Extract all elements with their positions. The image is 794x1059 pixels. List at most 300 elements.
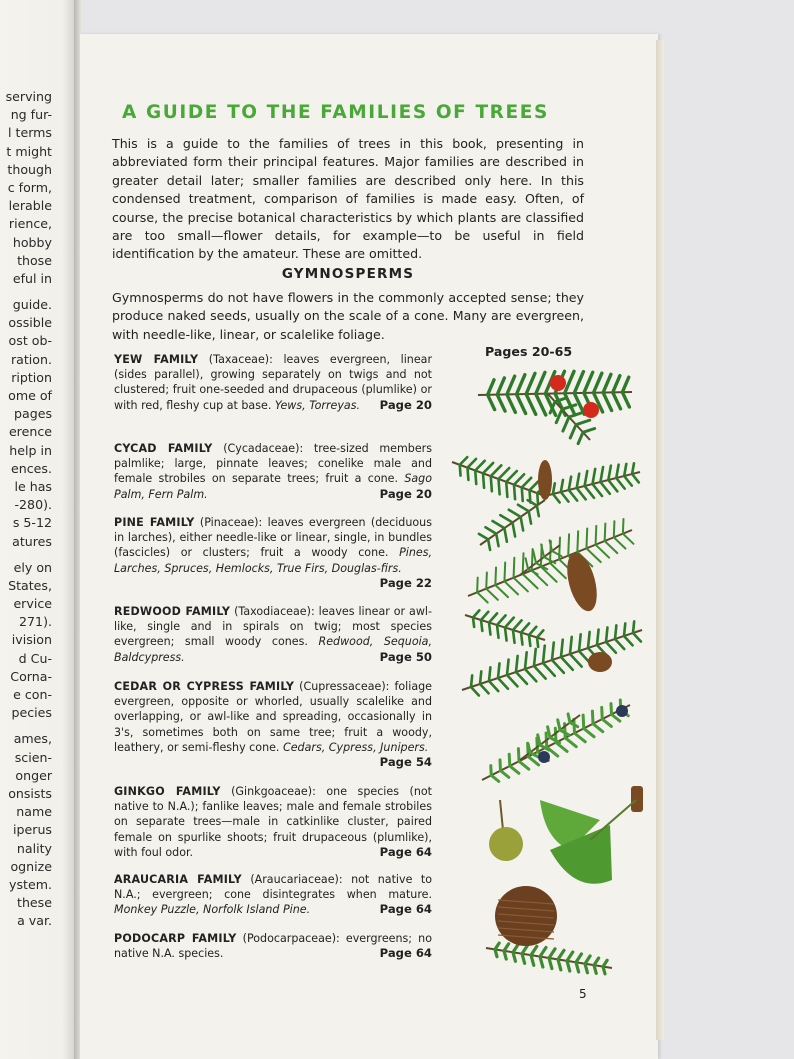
left-page-line: pages (13, 406, 52, 422)
family-desc: one species (not native to N.A.); fanlike leaves; male and female strobiles on separate trees—male in catkinlike cluster, paired female on spurlike shoots; fruit drupaceous (plumlike), with foul odor. (114, 785, 433, 859)
needle (486, 589, 498, 600)
left-page-line: serving (5, 89, 52, 104)
needle (516, 672, 527, 684)
left-page-line: hobby (12, 234, 52, 250)
needle (475, 461, 484, 471)
needle (616, 478, 624, 489)
needle (534, 649, 536, 666)
needle (514, 474, 524, 484)
araucaria-cone-icon (486, 886, 612, 974)
juniper-berry (616, 705, 628, 717)
yew-sprig-icon (478, 371, 632, 443)
needle (517, 375, 525, 395)
needle (497, 395, 505, 411)
needle (556, 743, 567, 752)
needle (541, 567, 557, 582)
needle (603, 960, 607, 966)
needle (507, 376, 515, 394)
needle (550, 563, 566, 578)
family-page: Page 64 (379, 902, 432, 917)
left-page-line: ences. (11, 460, 52, 476)
needle (536, 372, 545, 394)
needle (501, 771, 509, 778)
needle (523, 553, 524, 574)
redwood-cone (588, 652, 612, 672)
pine-cone (562, 550, 603, 615)
redwood-sprig-icon (462, 610, 642, 695)
needle (622, 392, 629, 407)
needle (570, 425, 576, 438)
needle (585, 956, 590, 964)
needle (549, 949, 555, 958)
needle (526, 394, 536, 414)
needle (523, 574, 538, 588)
left-page-line: Corna- (10, 668, 52, 684)
needle (613, 376, 620, 393)
left-page-line: 271). (19, 614, 52, 630)
needle (528, 500, 537, 506)
needle (624, 464, 626, 476)
needle (602, 707, 603, 719)
needle (491, 476, 492, 491)
needle (597, 630, 599, 645)
needle (624, 636, 633, 645)
needle (565, 371, 574, 393)
family-desc: leaves linear or awl-like, single and in spirals on twig; most species evergreen; small woody cones. (114, 605, 432, 649)
needle (596, 545, 610, 558)
needle (632, 463, 634, 474)
needle (504, 581, 518, 594)
left-page-line: guide. (12, 297, 52, 313)
needle (495, 943, 499, 949)
needle (526, 558, 528, 569)
family-latin: (Taxodiaceae): (234, 605, 315, 618)
left-page-line: pecies (11, 705, 52, 721)
family-latin: (Podocarpaceae): (242, 932, 340, 945)
needle (486, 573, 487, 589)
needle (603, 374, 611, 392)
needle (510, 766, 519, 773)
needle (584, 372, 593, 393)
needle (593, 484, 603, 496)
needle (507, 675, 517, 686)
needle (495, 567, 496, 585)
needle (577, 531, 578, 552)
left-page-line: erence (8, 424, 52, 440)
needle (513, 630, 515, 643)
needle (578, 432, 583, 443)
needle (498, 663, 499, 678)
needle (514, 578, 528, 592)
family-latin: (Pinaceae): (199, 516, 263, 529)
needle (570, 637, 572, 654)
needle (500, 515, 512, 522)
family-desc: leaves evergreen, linear (sides parallel), growing separately on twigs and not clustered; fruit one-seeded and drupaceous (plumlike) or with red, fleshy cup at base. (114, 353, 433, 412)
needle (507, 660, 509, 675)
needle (596, 526, 597, 545)
needle (603, 393, 611, 411)
needle (583, 715, 584, 728)
needle (624, 623, 625, 636)
needle (613, 392, 621, 408)
needle (600, 467, 603, 482)
needle (499, 468, 510, 479)
left-page-line: t might (6, 143, 52, 159)
family-name: YEW FAMILY (114, 353, 199, 366)
needle (553, 494, 560, 502)
page-title: A GUIDE TO THE FAMILIES OF TREES (122, 102, 549, 123)
left-page-line: onsists (8, 785, 52, 801)
needle (537, 638, 538, 647)
family-latin: (Cupressaceae): (299, 680, 390, 693)
needle (530, 482, 539, 491)
needle (468, 468, 469, 480)
needle (633, 621, 634, 633)
family-desc: leaves evergreen (deciduous in larches), either needle-like or linear, single, in bundles (fascicles) or clusters; fruit a woody cone. (114, 516, 432, 560)
left-page-line: ervice (13, 596, 52, 612)
needle (561, 657, 573, 670)
needle (614, 521, 615, 537)
section-intro: Gymnosperms do not have flowers in the commonly accepted sense; they produce naked seeds, usually on the scale of a cone. Many are evergreen, with needle-like, linear, or scalelike foliage. (112, 290, 584, 342)
left-page-line: these (17, 895, 52, 911)
left-page-line: name (16, 804, 52, 820)
needle (488, 539, 490, 550)
needle (513, 523, 516, 537)
family-desc: tree-sized members palmlike; large, pinnate leaves; conelike male and female strobiles on separate trees; fruit a cone. (114, 442, 433, 486)
needle (567, 952, 573, 961)
family-page: Page 50 (379, 649, 432, 664)
left-page-line: eful in (12, 270, 52, 286)
left-page-line: s 5-12 (12, 515, 52, 531)
needle (460, 457, 468, 465)
needle (615, 639, 624, 649)
spur-shoot (631, 786, 643, 812)
needle (488, 380, 494, 395)
needle (586, 548, 600, 562)
needle (521, 623, 529, 632)
ginkgo-leaf-icon (489, 786, 643, 884)
yew-berry (550, 375, 566, 391)
family-examples: Monkey Puzzle, Norfolk Island Pine. (114, 903, 311, 917)
needle (477, 592, 488, 602)
intro-paragraph: This is a guide to the families of trees in this book, presenting in abbreviated form their principal features. Major families are described in greater detail later; smaller families are described only here. In this condensed treatment, comparison of families is made easy. Often, of course, the precise botanical characteristics by which plants are classified are too small—flower details, for example—to be useful in field identification by the amateur. These are omitted. (112, 136, 584, 262)
needle (526, 373, 535, 394)
needle (460, 465, 461, 476)
needle (480, 684, 489, 693)
needle (481, 612, 488, 620)
needle (584, 728, 594, 736)
needle (529, 627, 536, 635)
needle (577, 488, 586, 499)
needle (522, 478, 531, 488)
needle (509, 510, 521, 517)
needle (568, 534, 569, 555)
needle (605, 541, 618, 553)
family-name: REDWOOD FAMILY (114, 605, 231, 618)
needle (540, 947, 546, 956)
needle (616, 465, 618, 478)
needle (569, 477, 571, 490)
family-examples: Cedars, Cypress, Junipers. (282, 740, 429, 754)
needle (509, 754, 510, 766)
needle (594, 958, 599, 965)
needle (552, 660, 564, 673)
needle (531, 946, 537, 955)
needle (565, 738, 576, 747)
needle (499, 479, 500, 494)
section-heading: GYMNOSPERMS (281, 266, 415, 282)
needle (537, 493, 538, 504)
family-examples: Yews, Torreyas. (274, 398, 361, 412)
left-page-line: d Cu- (18, 650, 52, 666)
stem (500, 800, 503, 830)
left-page-line: onger (15, 767, 52, 783)
needle (593, 469, 596, 484)
needle (468, 459, 477, 468)
needle (577, 474, 580, 488)
needle (558, 959, 561, 969)
needle (561, 640, 563, 657)
needle (602, 719, 611, 726)
needle (491, 465, 502, 476)
needle (585, 486, 594, 498)
juniper-berry (538, 751, 550, 763)
needle (514, 558, 515, 578)
left-page-line: ossible (8, 315, 52, 331)
needle (525, 669, 536, 681)
left-page-line: ognize (10, 858, 52, 874)
needle (497, 378, 504, 395)
needle (522, 488, 523, 502)
family-page: Page 64 (379, 844, 432, 859)
page-number: 5 (579, 987, 587, 1001)
needle (569, 412, 584, 417)
left-page-line: ription (11, 369, 52, 385)
family-latin: (Araucariaceae): (250, 873, 343, 886)
left-page-line: ivision (11, 632, 52, 648)
needle (563, 417, 569, 431)
needle (517, 394, 526, 413)
needle (506, 482, 507, 497)
needle (496, 534, 498, 546)
needle (485, 527, 496, 533)
needle (549, 958, 552, 969)
needle (614, 537, 626, 548)
family-name: PODOCARP FAMILY (114, 932, 237, 945)
needle (583, 429, 595, 433)
needle (488, 395, 495, 410)
needle (537, 506, 539, 517)
needle (606, 627, 607, 642)
family-examples: Sago Palm, Fern Palm. (114, 472, 433, 501)
needle (540, 957, 543, 967)
needle (507, 394, 515, 412)
needle (497, 615, 506, 625)
needle (605, 523, 606, 541)
needle (529, 511, 531, 523)
needle (489, 667, 490, 681)
needle (519, 761, 529, 769)
needle (528, 744, 530, 753)
left-page-line: -280). (14, 497, 52, 513)
left-page-line: iperus (13, 822, 52, 838)
needle (561, 480, 563, 492)
needle (516, 656, 518, 672)
needle (518, 505, 529, 511)
needle (506, 471, 517, 482)
needle (606, 642, 616, 653)
needle (600, 482, 609, 494)
left-page-line: a var. (17, 913, 52, 929)
needle (536, 394, 546, 415)
needle (579, 634, 581, 651)
pages-range: Pages 20-65 (485, 344, 573, 359)
left-page-line: scien- (14, 749, 52, 765)
needle (493, 521, 505, 528)
needle (471, 675, 472, 687)
needle (483, 473, 484, 487)
family-page: Page 22 (379, 575, 432, 590)
family-page: Page 20 (379, 486, 432, 501)
left-page-line: ome of (8, 388, 52, 403)
left-page-line: help in (9, 442, 52, 458)
needle (522, 945, 527, 953)
needle (495, 585, 508, 597)
needle (593, 724, 603, 732)
needle (521, 517, 524, 531)
needle (504, 563, 505, 582)
needle (623, 519, 624, 534)
family-examples: Pines, Larches, Spruces, Hemlocks, True Firs, Douglas-firs. (114, 546, 432, 575)
needle (592, 711, 593, 724)
left-page-line: States, (8, 577, 52, 593)
family-latin: (Taxaceae): (208, 353, 273, 366)
needle (568, 714, 570, 723)
needle (543, 646, 545, 663)
left-page-line: though (7, 161, 52, 177)
needle (552, 643, 554, 660)
needle (594, 373, 602, 393)
left-page-line: c form, (7, 179, 52, 195)
needle (623, 534, 634, 544)
needle (489, 681, 498, 691)
needle (575, 733, 586, 742)
needle (481, 620, 482, 631)
left-page-line: ng fur- (10, 107, 52, 123)
cedar-sprig-icon (482, 700, 630, 781)
family-desc: not native to N.A.; evergreen; cone disintegrates when mature. (114, 873, 433, 902)
yew-berry (583, 402, 599, 418)
needle (558, 950, 564, 959)
needle (558, 720, 560, 730)
family-latin: (Cycadaceae): (223, 442, 304, 455)
left-page-line: lerable (8, 198, 52, 214)
needle (504, 528, 507, 542)
needle (477, 578, 478, 593)
family-desc: evergreens; no native N.A. species. (114, 932, 432, 961)
cycad-leaf-icon (452, 457, 640, 550)
left-page-line: ely on (13, 559, 52, 575)
needle (518, 749, 519, 762)
needle (489, 623, 490, 635)
needle (632, 474, 639, 482)
left-page-line: rience, (8, 216, 52, 232)
needle (608, 480, 617, 491)
needle (576, 954, 581, 962)
left-page-line: nality (16, 840, 52, 856)
needle (521, 633, 522, 645)
needle (480, 671, 481, 684)
needle (588, 632, 590, 648)
needle (514, 485, 515, 499)
left-page-line: atures (12, 533, 52, 549)
needle (529, 635, 530, 646)
left-page-line: ames, (13, 731, 52, 747)
needle (624, 476, 632, 486)
family-examples: Redwood, Sequoia, Baldcypress. (114, 635, 433, 664)
needle (475, 471, 476, 485)
needle (534, 666, 546, 679)
needle (543, 663, 555, 676)
needle (479, 534, 488, 540)
left-page-line: l terms (8, 125, 52, 141)
left-page-line: those (17, 252, 52, 268)
needle (473, 610, 479, 617)
family-latin: (Ginkgoaceae): (231, 785, 316, 798)
needle (525, 652, 527, 669)
family-page: Page 54 (379, 755, 432, 770)
needle (633, 633, 641, 642)
needle (553, 483, 555, 494)
family-page: Page 20 (379, 397, 432, 412)
family-name: ARAUCARIA FAMILY (114, 873, 242, 886)
ginkgo-fruit (489, 827, 523, 861)
needle (586, 528, 587, 548)
needle (504, 944, 509, 951)
needle (505, 618, 514, 628)
needle (576, 420, 590, 425)
needle (505, 628, 507, 641)
needle (498, 678, 508, 689)
family-name: CEDAR OR CYPRESS FAMILY (114, 680, 295, 693)
needle (622, 377, 628, 392)
left-page-line: ration. (10, 351, 52, 367)
family-name: GINKGO FAMILY (114, 785, 221, 798)
needle (570, 654, 582, 667)
needle (615, 625, 616, 639)
needle (533, 550, 536, 563)
needle (497, 625, 499, 638)
family-name: PINE FAMILY (114, 516, 195, 529)
needle (608, 466, 611, 480)
family-desc: foliage evergreen, opposite or whorled, usually scalelike and overlapping, or awl-like and spreading, occasionally in 3's, sometimes both on same tree; fruit a woody, leathery, or semi-fleshy cone. (114, 680, 432, 754)
needle (471, 687, 479, 696)
needle (537, 630, 543, 637)
left-page-line: le has (14, 478, 52, 494)
cycad-cone (538, 460, 552, 500)
pine-branch-icon (468, 519, 633, 614)
needle (569, 490, 577, 501)
family-name: CYCAD FAMILY (114, 442, 213, 455)
needle (483, 463, 493, 473)
family-page: Page 64 (379, 946, 432, 961)
needle (513, 944, 518, 952)
left-page-line: ystem. (9, 876, 52, 892)
needle (473, 618, 474, 627)
needle (513, 620, 522, 630)
needle (548, 727, 550, 738)
needle (574, 372, 583, 394)
